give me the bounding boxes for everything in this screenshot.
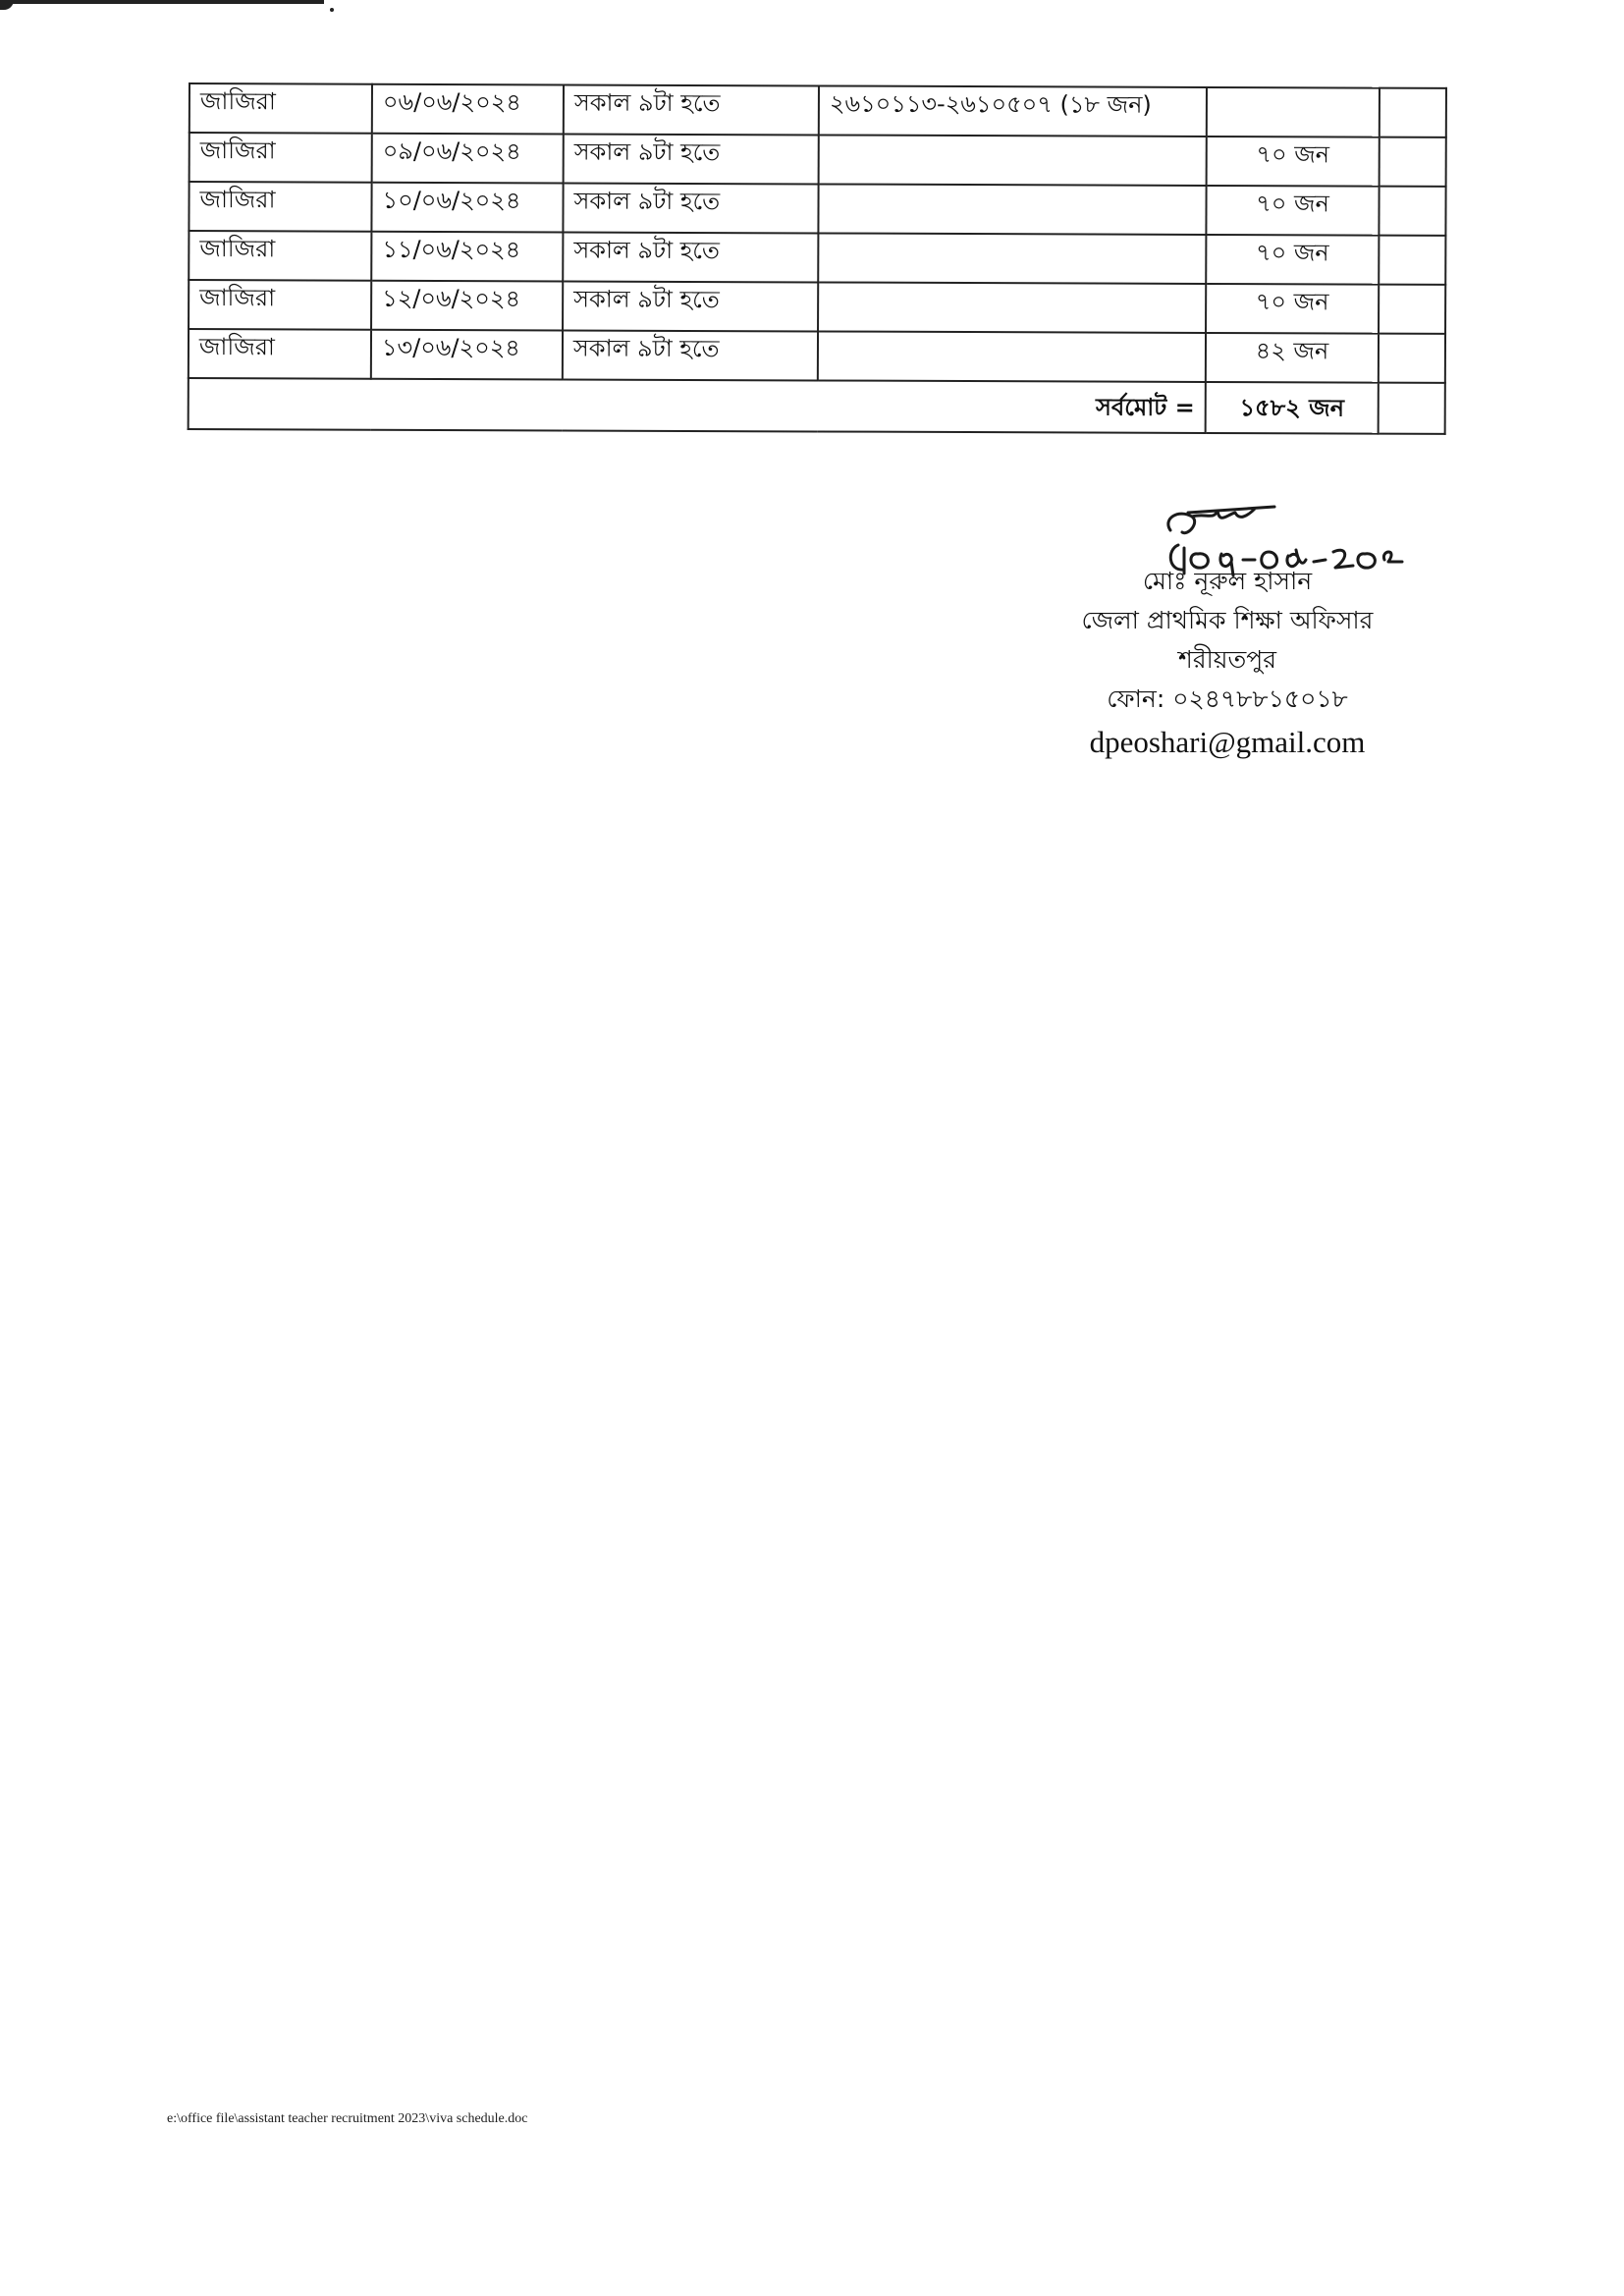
date-cell: ১৩/০৬/২০২৪ — [371, 330, 563, 380]
signatory-name: মোঃ নূরুল হাসান — [1142, 567, 1313, 595]
time-cell: সকাল ৯টা হতে — [564, 84, 819, 135]
remarks-cell — [1379, 334, 1445, 383]
place-cell: জাজিরা — [189, 231, 371, 281]
table-row — [189, 329, 1445, 383]
count-cell: ৭০ জন — [1206, 235, 1379, 285]
roll-range-cell — [818, 233, 1206, 284]
place-cell: জাজিরা — [189, 280, 371, 330]
total-label: সর্বমোট = — [189, 378, 1206, 433]
count-cell — [1207, 87, 1380, 137]
signatory-block — [1041, 491, 1414, 762]
table-row — [189, 280, 1445, 334]
scan-dot-mark — [330, 8, 334, 12]
date-cell: ১২/০৬/২০২৪ — [371, 281, 563, 331]
time-cell: সকাল ৯টা হতে — [563, 281, 818, 331]
remarks-cell — [1380, 137, 1446, 187]
time-cell: সকাল ৯টা হতে — [563, 330, 818, 380]
roll-range-cell — [818, 282, 1206, 333]
time-cell: সকাল ৯টা হতে — [563, 183, 818, 233]
total-value: ১৫৮২ জন — [1206, 382, 1379, 434]
roll-range-cell — [818, 331, 1206, 382]
roll-range-cell: ২৬১০১১৩-২৬১০৫০৭ (১৮ জন) — [819, 85, 1207, 137]
signatory-email: dpeoshari@gmail.com — [1089, 725, 1366, 759]
footer-file-path: e:\office file\assistant teacher recruitment 2023\viva schedule.doc — [167, 2111, 528, 2126]
signatory-designation: জেলা প্রাথমিক শিক্ষা অফিসার — [1081, 606, 1374, 634]
time-cell: সকাল ৯টা হতে — [564, 134, 819, 184]
remarks-cell — [1379, 383, 1445, 434]
scan-edge-mark — [0, 0, 324, 4]
viva-schedule-table — [188, 82, 1447, 435]
count-cell: ৭০ জন — [1206, 284, 1379, 334]
viva-schedule-table-container — [188, 82, 1445, 435]
date-cell: ০৬/০৬/২০২৪ — [372, 84, 564, 135]
remarks-cell — [1379, 285, 1445, 334]
count-cell: ৪২ জন — [1206, 333, 1379, 383]
place-cell: জাজিরা — [189, 83, 372, 134]
place-cell: জাজিরা — [189, 182, 371, 232]
remarks-cell — [1380, 88, 1446, 137]
table-row — [189, 83, 1446, 137]
remarks-cell — [1379, 187, 1445, 236]
remarks-cell — [1379, 236, 1445, 285]
signatory-phone: ফোন: ০২৪৭৮৮১৫০১৮ — [1107, 684, 1348, 713]
roll-range-cell — [819, 135, 1207, 186]
place-cell: জাজিরা — [189, 133, 372, 183]
table-row — [189, 231, 1445, 285]
count-cell: ৭০ জন — [1207, 137, 1380, 187]
table-row — [189, 182, 1445, 236]
date-cell: ১০/০৬/২০২৪ — [371, 183, 563, 233]
scan-corner-mark — [0, 0, 14, 10]
table-row — [189, 133, 1446, 187]
count-cell: ৭০ জন — [1206, 186, 1379, 236]
total-row — [189, 378, 1445, 434]
place-cell: জাজিরা — [189, 329, 371, 379]
date-cell: ০৯/০৬/২০২৪ — [372, 134, 564, 184]
handwritten-date: ০৭-০৫-২০২৪ — [1149, 491, 1155, 492]
roll-range-cell — [818, 184, 1206, 235]
signatory-district: শরীয়তপুর — [1178, 645, 1276, 674]
time-cell: সকাল ৯টা হতে — [563, 232, 818, 282]
date-cell: ১১/০৬/২০২৪ — [371, 232, 563, 282]
